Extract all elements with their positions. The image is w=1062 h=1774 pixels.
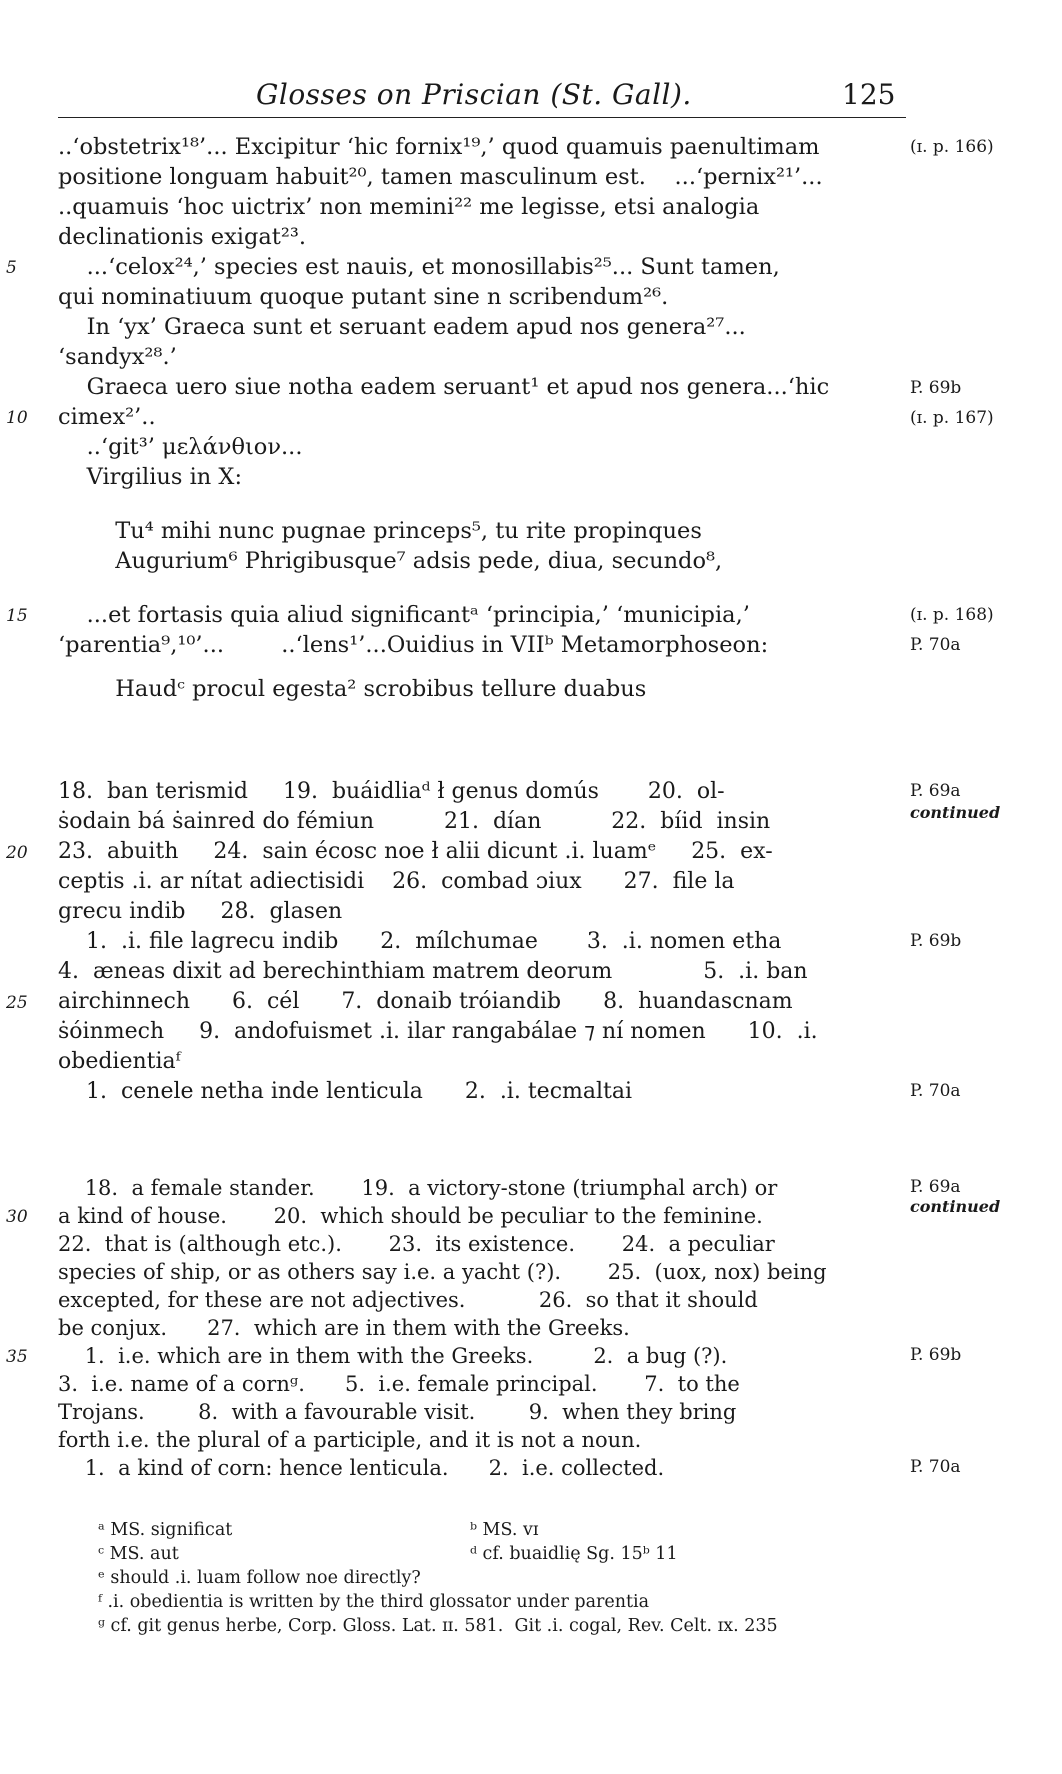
- gloss-line: ceptis .i. ar nítat adiectisidi 26. combad ɔiux 27. file la: [58, 869, 735, 894]
- translation-line: species of ship, or as others say i.e. a yacht (?). 25. (uox, nox) being: [58, 1260, 827, 1284]
- footnote: ᶜ MS. aut: [98, 1544, 179, 1564]
- margin-ref: (ɪ. p. 167): [910, 408, 994, 428]
- verse-line: Haudᶜ procul egesta² scrobibus tellure duabus: [58, 676, 647, 702]
- gloss-line: 23. abuith 24. sain écosc noe ł alii dicunt .i. luamᵉ 25. ex-: [58, 839, 773, 864]
- line-number: 15: [6, 606, 28, 626]
- gloss-line: airchinnech 6. cél 7. donaib tróiandib 8. huandascnam: [58, 989, 793, 1014]
- margin-ref: P. 70a: [910, 1457, 961, 1477]
- latin-line: ..quamuis ‘hoc uictrix’ non memini²² me legisse, etsi analogia: [58, 194, 760, 220]
- gloss-line: grecu indib 28. glasen: [58, 899, 343, 924]
- page-number: 125: [842, 78, 896, 111]
- gloss-line: ṡodain bá ṡainred do fémiun 21. dían 22. bíid insin: [58, 809, 771, 834]
- gloss-line: 1. cenele netha inde lenticula 2. .i. tecmaltai: [58, 1079, 633, 1104]
- line-number: 20: [6, 843, 28, 863]
- verse-line: Tu⁴ mihi nunc pugnae princeps⁵, tu rite propinques: [58, 518, 702, 544]
- latin-line: ...‘celox²⁴,’ species est nauis, et monosillabis²⁵... Sunt tamen,: [58, 254, 780, 280]
- latin-line: ..‘obstetrix¹⁸’... Excipitur ‘hic fornix¹⁹,’ quod quamuis paenultimam: [58, 134, 820, 160]
- gloss-line: obedientiaᶠ: [58, 1049, 181, 1074]
- translation-line: be conjux. 27. which are in them with the Greeks.: [58, 1316, 630, 1340]
- latin-line: cimex²’..: [58, 404, 156, 430]
- line-number: 30: [6, 1207, 28, 1227]
- latin-line: ...et fortasis quia aliud significantᵃ ‘principia,’ ‘municipia,’: [58, 602, 750, 628]
- margin-ref-continued: continued: [910, 803, 1001, 822]
- latin-line: declinationis exigat²³.: [58, 224, 307, 250]
- footnote: ᵇ MS. vɪ: [470, 1520, 539, 1540]
- translation-line: excepted, for these are not adjectives. 26. so that it should: [58, 1288, 758, 1312]
- latin-line: qui nominatiuum quoque putant sine n scribendum²⁶.: [58, 284, 669, 310]
- line-number: 5: [6, 258, 17, 278]
- translation-line: 1. a kind of corn: hence lenticula. 2. i.e. collected.: [58, 1456, 665, 1480]
- line-number: 25: [6, 993, 28, 1013]
- latin-line: positione longuam habuit²⁰, tamen masculinum est. ...‘pernix²¹’...: [58, 164, 823, 190]
- gloss-line: 4. æneas dixit ad berechinthiam matrem deorum 5. .i. ban: [58, 959, 808, 984]
- footnote: ᵉ should .i. luam follow noe directly?: [98, 1568, 421, 1588]
- translation-line: 18. a female stander. 19. a victory-stone (triumphal arch) or: [58, 1176, 778, 1200]
- gloss-line: 1. .i. file lagrecu indib 2. mílchumae 3. .i. nomen etha: [58, 929, 782, 954]
- latin-line: Graeca uero siue notha eadem seruant¹ et apud nos genera...‘hic: [58, 374, 830, 400]
- header-rule: [58, 117, 906, 118]
- translation-line: 22. that is (although etc.). 23. its existence. 24. a peculiar: [58, 1232, 775, 1256]
- translation-line: a kind of house. 20. which should be peculiar to the feminine.: [58, 1204, 763, 1228]
- margin-ref: P. 70a: [910, 635, 961, 655]
- verse-line: Augurium⁶ Phrigibusque⁷ adsis pede, diua, secundo⁸,: [58, 548, 723, 574]
- latin-line: ..‘git³’ μελάνθιον...: [58, 434, 303, 460]
- gloss-line: 18. ban terismid 19. buáidliaᵈ ł genus domús 20. ol-: [58, 779, 725, 804]
- margin-ref: P. 69b: [910, 931, 962, 951]
- translation-line: forth i.e. the plural of a participle, and it is not a noun.: [58, 1428, 642, 1452]
- translation-line: 1. i.e. which are in them with the Greeks. 2. a bug (?).: [58, 1344, 728, 1368]
- margin-ref: P. 69b: [910, 378, 962, 398]
- margin-ref: P. 70a: [910, 1081, 961, 1101]
- footnote: ᵃ MS. significat: [98, 1520, 233, 1540]
- margin-ref: (ɪ. p. 166): [910, 137, 994, 157]
- latin-line: ‘sandyx²⁸.’: [58, 344, 177, 370]
- footnote: ᵈ cf. buaidlię Sg. 15ᵇ 11: [470, 1544, 678, 1564]
- translation-line: 3. i.e. name of a cornᵍ. 5. i.e. female principal. 7. to the: [58, 1372, 740, 1396]
- margin-ref: P. 69a: [910, 781, 961, 801]
- latin-line: In ‘yx’ Graeca sunt et seruant eadem apud nos genera²⁷...: [58, 314, 746, 340]
- gloss-line: ṡóinmech 9. andofuismet .i. ilar rangabálae ⁊ ní nomen 10. .i.: [58, 1019, 818, 1044]
- translation-line: Trojans. 8. with a favourable visit. 9. when they bring: [58, 1400, 737, 1424]
- line-number: 35: [6, 1347, 28, 1367]
- margin-ref: P. 69a: [910, 1177, 961, 1197]
- footnote: ᶠ .i. obedientia is written by the third glossator under parentia: [98, 1592, 650, 1612]
- line-number: 10: [6, 408, 28, 428]
- running-title: Glosses on Priscian (St. Gall).: [256, 78, 692, 111]
- margin-ref-continued: continued: [910, 1197, 1001, 1216]
- margin-ref: (ɪ. p. 168): [910, 605, 994, 625]
- latin-line: Virgilius in X:: [58, 464, 243, 490]
- latin-line: ‘parentia⁹,¹⁰’... ..‘lens¹’...Ouidius in VIIᵇ Metamorphoseon:: [58, 632, 769, 658]
- margin-ref: P. 69b: [910, 1345, 962, 1365]
- footnote: ᵍ cf. git genus herbe, Corp. Gloss. Lat. ɪɪ. 581. Git .i. cogal, Rev. Celt. ɪx. 235: [98, 1616, 778, 1636]
